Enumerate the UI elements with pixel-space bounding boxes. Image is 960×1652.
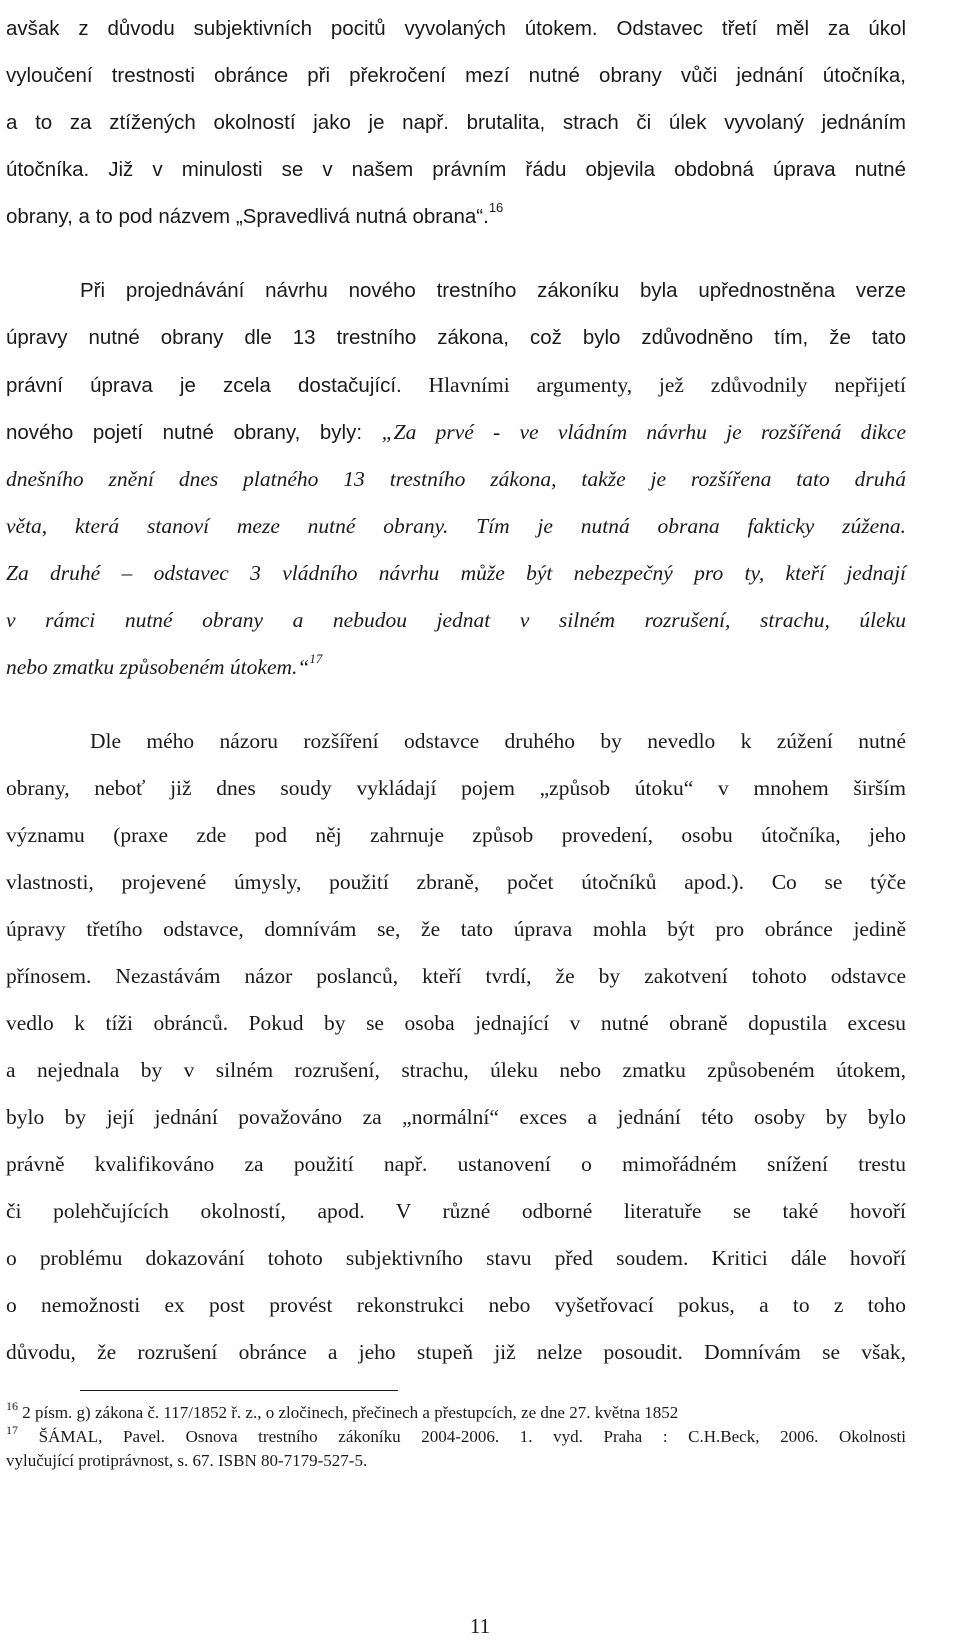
paragraph-2-line-5: dnešního znění dnes platného 13 trestního zákona, takže je rozšířena tato druhá	[6, 467, 906, 491]
paragraph-2-line-4a: nového pojetí nutné obrany, byly:	[6, 421, 382, 444]
footnote-17-continued: vylučující protiprávnost, s. 67. ISBN 80-7179-527-5.	[6, 1451, 368, 1470]
paragraph-2-line-7: Za druhé – odstavec 3 vládního návrhu může být nebezpečný pro ty, kteří jednají	[6, 561, 906, 585]
paragraph-2-line-9	[6, 652, 906, 682]
paragraph-2-line-3b: Hlavními argumenty, jež zdůvodnily nepřijetí	[401, 373, 906, 397]
paragraph-3-line-12: o problému dokazování tohoto subjektivního stavu před soudem. Kritici dále hovoří	[6, 1246, 906, 1270]
footnote-ref-16: 16	[488, 200, 504, 215]
paragraph-3-line-8: a nejednala by v silném rozrušení, strachu, úleku nebo zmatku způsobeném útokem,	[6, 1058, 906, 1082]
footnote-16	[6, 1399, 906, 1424]
paragraph-2-line-6: věta, která stanoví meze nutné obrany. Tím je nutná obrana fakticky zúžena.	[6, 514, 906, 538]
paragraph-3-line-1: Dle mého názoru rozšíření odstavce druhého by nevedlo k zúžení nutné	[90, 729, 906, 753]
footnote-16-text: 2 písm. g) zákona č. 117/1852 ř. z., o zločinech, přečinech a přestupcích, ze dne 27. května 1852	[18, 1403, 679, 1422]
footnote-17-number: 17	[6, 1423, 18, 1437]
paragraph-1-line-5-text: obrany, a to pod názvem „Spravedlivá nutná obrana“.	[6, 205, 489, 228]
page-number: 11	[469, 1614, 491, 1638]
paragraph-3-line-7: vedlo k tíži obránců. Pokud by se osoba jednající v nutné obraně dopustila excesu	[6, 1011, 906, 1035]
paragraph-1-line-2: vyloučení trestnosti obránce při překročení mezí nutné obrany vůči jednání útočníka,	[6, 64, 906, 87]
paragraph-3-line-2: obrany, neboť již dnes soudy vykládají pojem „způsob útoku“ v mnohem širším	[6, 776, 906, 800]
paragraph-3-line-13: o nemožnosti ex post provést rekonstrukci nebo vyšetřovací pokus, a to z toho	[6, 1293, 906, 1317]
paragraph-3-line-4: vlastnosti, projevené úmysly, použití zbraně, počet útočníků apod.). Co se týče	[6, 870, 906, 894]
paragraph-3-line-11: či polehčujících okolností, apod. V různé odborné literatuře se také hovoří	[6, 1199, 906, 1223]
paragraph-3-line-5: úpravy třetího odstavce, domnívám se, že tato úprava mohla být pro obránce jedině	[6, 917, 906, 941]
paragraph-2-line-2: úpravy nutné obrany dle 13 trestního zákona, což bylo zdůvodněno tím, že tato	[6, 326, 906, 349]
paragraph-2-line-1: Při projednávání návrhu nového trestního zákoníku byla upřednostněna verze	[80, 279, 906, 302]
paragraph-2-line-4	[6, 417, 906, 447]
paragraph-2-line-3a: právní úprava je zcela dostačující.	[6, 374, 402, 397]
paragraph-3-line-14: důvodu, že rozrušení obránce a jeho stupeň již nelze posoudit. Domnívám se však,	[6, 1340, 906, 1364]
paragraph-2-line-9-text: nebo zmatku způsobeném útokem.“	[6, 655, 310, 679]
paragraph-2-line-3	[6, 370, 906, 400]
paragraph-1-line-1: avšak z důvodu subjektivních pocitů vyvolaných útokem. Odstavec třetí měl za úkol	[6, 17, 906, 40]
paragraph-2-line-4b: „Za prvé - ve vládním návrhu je rozšířená dikce	[381, 420, 906, 444]
paragraph-3-line-3: významu (praxe zde pod něj zahrnuje způsob provedení, osobu útočníka, jeho	[6, 823, 906, 847]
paragraph-1-line-3: a to za ztížených okolností jako je např. brutalita, strach či úlek vyvolaný jednáním	[6, 111, 906, 134]
footnote-ref-17: 17	[309, 651, 323, 666]
paragraph-2-line-8: v rámci nutné obrany a nebudou jednat v silném rozrušení, strachu, úleku	[6, 608, 906, 632]
paragraph-3-line-10: právně kvalifikováno za použití např. ustanovení o mimořádném snížení trestu	[6, 1152, 906, 1176]
footnote-17-text: ŠÁMAL, Pavel. Osnova trestního zákoníku 2004-2006. 1. vyd. Praha : C.H.Beck, 2006. Okolnosti	[18, 1427, 906, 1446]
paragraph-1-line-4: útočníka. Již v minulosti se v našem právním řádu objevila obdobná úprava nutné	[6, 158, 906, 181]
paragraph-3-line-9: bylo by její jednání považováno za „normální“ exces a jednání této osoby by bylo	[6, 1105, 906, 1129]
footnote-separator	[80, 1390, 398, 1391]
footnote-16-number: 16	[6, 1399, 18, 1413]
paragraph-3-line-6: přínosem. Nezastávám názor poslanců, kteří tvrdí, že by zakotvení tohoto odstavce	[6, 964, 906, 988]
paragraph-1-line-5	[6, 202, 906, 232]
footnote-17	[6, 1423, 906, 1448]
